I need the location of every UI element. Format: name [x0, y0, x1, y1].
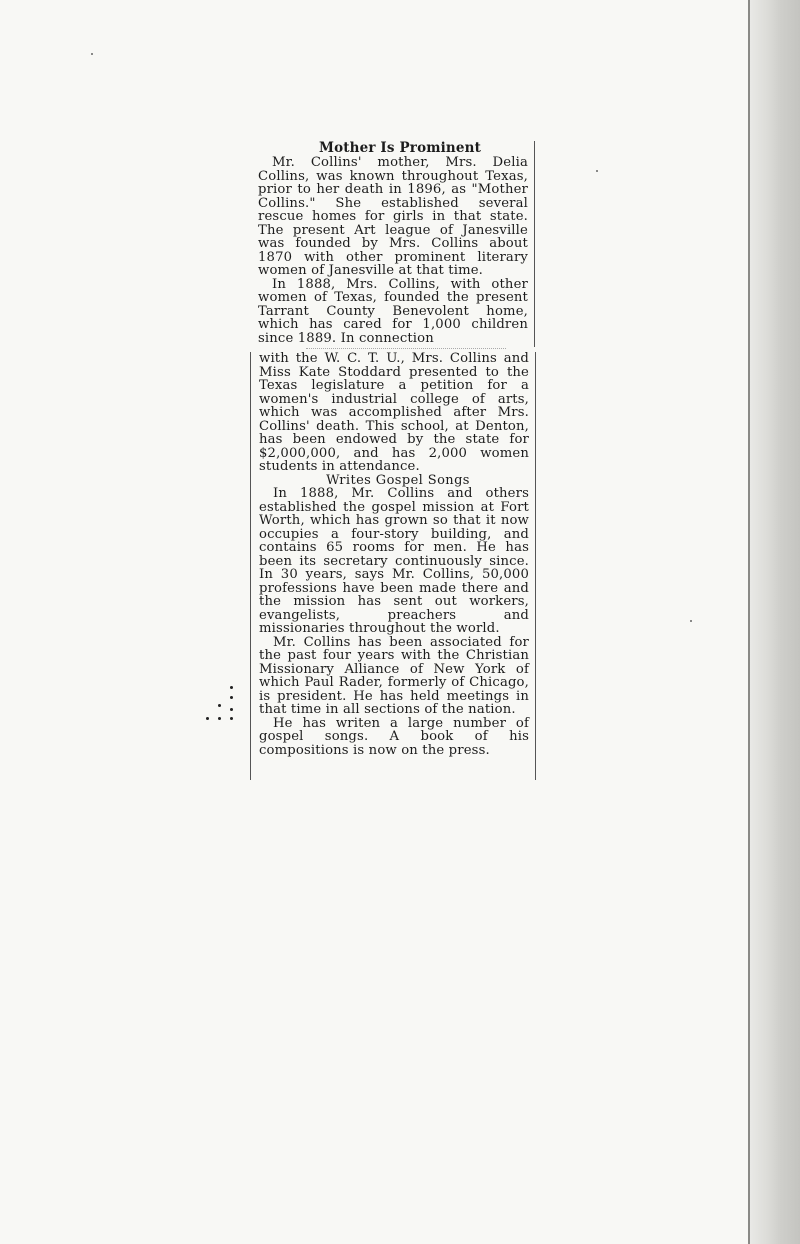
article-headline: Mother Is Prominent	[318, 140, 481, 156]
margin-pencil-marks	[200, 684, 240, 724]
article-paragraph-2-part-2: with the W. C. T. U., Mrs. Collins and Miss Kate Stoddard presented to the Texas legislature a petition for a women's industrial college of arts, which was accomplished after Mrs. Collins' death. This school, at Denton, has been endowed by the state for $2,000,000, and has 2,000 women students in attendance.	[259, 351, 529, 474]
article-paragraph-2-part-1: In 1888, Mrs. Collins, with other women of Texas, founded the present Tarrant County Benevolent home, which has cared for 1,000 children since 1889. In connection	[258, 276, 528, 346]
paper-speck	[596, 170, 598, 172]
paper-speck	[91, 53, 93, 55]
page-edge-line	[748, 0, 750, 1244]
clipping-column-top	[250, 141, 535, 347]
article-subheading: Writes Gospel Songs	[326, 472, 470, 488]
page-edge-shadow	[750, 0, 800, 1244]
article-paragraph-1: Mr. Collins' mother, Mrs. Delia Collins, was known throughout Texas, prior to her death in 1896, as "Mother Collins." She established several rescue homes for girls in that state. The present Art league of Janesville was founded by Mrs. Collins about 1870 with other prominent literary women of Janesville at that time.	[258, 155, 528, 278]
clipping-cut-line	[306, 348, 506, 349]
clipping-column-bottom	[250, 352, 536, 780]
paper-speck	[690, 620, 692, 622]
article-paragraph-5: He has writen a large number of gospel songs. A book of his compositions is now on the press.	[259, 715, 529, 758]
article-paragraph-4: Mr. Collins has been associated for the past four years with the Christian Missionary Alliance of New York of which Paul Rader, formerly of Chicago, is president. He has held meetings in that time in all sections of the nation.	[259, 634, 529, 717]
article-paragraph-3: In 1888, Mr. Collins and others established the gospel mission at Fort Worth, which has grown so that it now occupies a four-story building, and contains 65 rooms for men. He has been its secretary continuously since. In 30 years, says Mr. Collins, 50,000 professions have been made there and the mission has sent out workers, evangelists, preachers and missionaries throughout the world.	[259, 486, 529, 636]
